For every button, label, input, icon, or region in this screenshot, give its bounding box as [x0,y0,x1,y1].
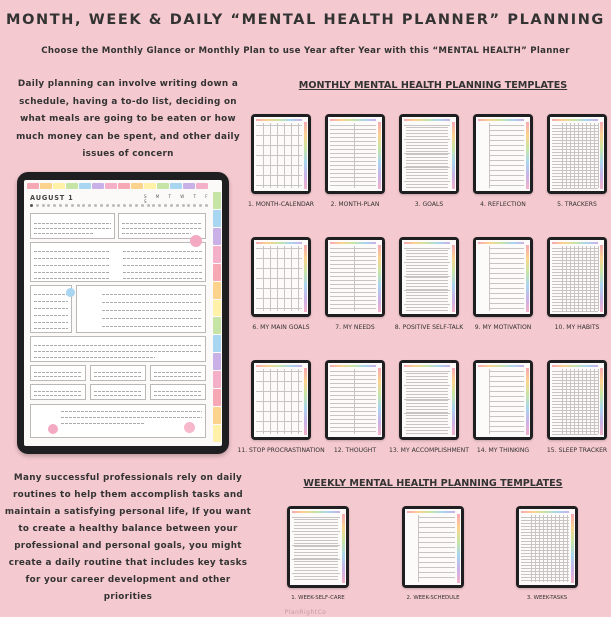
day-dot[interactable] [65,204,68,207]
side-tab[interactable] [213,317,221,334]
monthly-template-thumb[interactable] [473,114,533,194]
day-dot[interactable] [71,204,74,207]
day-dot[interactable] [77,204,80,207]
day-dot[interactable] [152,204,155,207]
day-dot[interactable] [106,204,109,207]
template-page-preview [402,240,456,314]
weekday-letters: S M T W T F S [144,194,212,204]
monthly-template-thumb[interactable] [547,237,607,317]
template-page-preview [328,117,382,191]
weekly-template-label[interactable]: 3. WEEK-TASKS [526,595,568,601]
brand-watermark: PlanRightCo [284,609,327,616]
day-dot[interactable] [187,204,190,207]
template-page-preview [402,363,456,437]
daily-box-focus-list [30,242,206,282]
side-tab[interactable] [213,282,221,299]
weekly-template-thumb[interactable] [402,506,464,588]
template-page-preview [254,240,308,314]
weekly-template-thumb[interactable] [287,506,349,588]
water-drop-icon [66,288,75,297]
monthly-template-label[interactable]: 4. REFLECTION [480,201,526,208]
side-tab[interactable] [213,210,221,227]
day-dot[interactable] [147,204,150,207]
top-tab[interactable] [66,183,78,189]
flower-sticker-icon [190,235,202,247]
monthly-template-label[interactable]: 15. SLEEP TRACKER [546,447,608,454]
monthly-template-thumb[interactable] [547,360,607,440]
day-dot[interactable] [164,204,167,207]
top-tab[interactable] [131,183,143,189]
top-tab[interactable] [53,183,65,189]
day-dot[interactable] [123,204,126,207]
day-dot[interactable] [36,204,39,207]
template-page-preview [550,240,604,314]
template-page-preview [328,363,382,437]
weekly-template-label[interactable]: 1. WEEK-SELF-CARE [291,595,345,601]
daily-box-grid-3 [150,365,206,381]
template-page-preview [476,363,530,437]
template-page-preview [402,117,456,191]
monthly-template-thumb[interactable] [473,360,533,440]
monthly-template-thumb[interactable] [251,114,311,194]
page-title: MONTH, WEEK & DAILY “MENTAL HEALTH PLANNER” PLANNING [6,12,605,28]
side-tab[interactable] [213,228,221,245]
page-subtitle: Choose the Monthly Glance or Monthly Plan to use Year after Year with this “MENTAL HEALTH” Planner [41,46,570,56]
daily-box-gratitude [30,404,206,438]
monthly-template-label[interactable]: 9. MY MOTIVATION [474,324,532,331]
template-page-preview [476,240,530,314]
day-dot[interactable] [193,204,196,207]
daily-box-grid-1 [30,365,86,381]
monthly-template-label[interactable]: 14. MY THINKING [476,447,530,454]
monthly-template-label[interactable]: 13. MY ACCOMPLISHMENT [389,447,469,454]
day-dot[interactable] [205,204,208,207]
side-tab[interactable] [213,335,221,352]
side-tab-strip[interactable] [213,192,221,442]
day-dot[interactable] [59,204,62,207]
daily-planner-page [24,180,222,446]
day-dot[interactable] [129,204,132,207]
side-tab[interactable] [213,246,221,263]
top-tab[interactable] [105,183,117,189]
daily-box-grid-5 [90,384,146,400]
day-dot[interactable] [42,204,45,207]
day-dot[interactable] [170,204,173,207]
monthly-template-label[interactable]: 5. TRACKERS [557,201,597,208]
template-page-preview [290,509,346,585]
monthly-template-label[interactable]: 6. MY MAIN GOALS [252,324,310,331]
monthly-template-thumb[interactable] [325,114,385,194]
day-dot[interactable] [176,204,179,207]
daily-box-grid-4 [30,384,86,400]
day-dot[interactable] [117,204,120,207]
day-dot[interactable] [53,204,56,207]
top-tab[interactable] [118,183,130,189]
flower-sticker-icon [48,424,58,434]
daily-planner-tablet [17,172,229,454]
day-dot[interactable] [100,204,103,207]
side-tab[interactable] [213,407,221,424]
day-dot[interactable] [94,204,97,207]
daily-box-notes [30,336,206,362]
day-dot[interactable] [112,204,115,207]
side-tab[interactable] [213,353,221,370]
monthly-template-label[interactable]: 8. POSITIVE SELF-TALK [394,324,464,331]
day-dot[interactable] [199,204,202,207]
template-page-preview [519,509,575,585]
template-page-preview [550,117,604,191]
side-tab[interactable] [213,389,221,406]
day-dot[interactable] [88,204,91,207]
side-tab[interactable] [213,371,221,388]
intro-paragraph: Daily planning can involve writing down a schedule, having a to-do list, deciding on what meals are going to be eaten or how much money can be spent, and other daily issues of concern [16,79,240,159]
monthly-template-thumb[interactable] [325,360,385,440]
daily-box-grid-6 [150,384,206,400]
day-dot[interactable] [141,204,144,207]
top-tab[interactable] [40,183,52,189]
top-tab[interactable] [157,183,169,189]
day-number-row[interactable] [30,204,208,210]
template-page-preview [254,363,308,437]
monthly-template-thumb[interactable] [547,114,607,194]
template-page-preview [328,240,382,314]
day-dot[interactable] [30,204,33,207]
top-tab[interactable] [79,183,91,189]
template-page-preview [550,363,604,437]
weekly-template-label[interactable]: 2. WEEK-SCHEDULE [406,595,460,601]
top-tab[interactable] [92,183,104,189]
top-tab[interactable] [183,183,195,189]
monthly-template-thumb[interactable] [473,237,533,317]
monthly-template-thumb[interactable] [399,237,459,317]
monthly-template-label[interactable]: 2. MONTH-PLAN [330,201,380,208]
monthly-template-label[interactable]: 11. STOP PROCRASTINATION [237,447,325,454]
monthly-template-thumb[interactable] [399,360,459,440]
day-dot[interactable] [135,204,138,207]
day-dot[interactable] [82,204,85,207]
weekly-template-thumb[interactable] [516,506,578,588]
daily-box-grid-2 [90,365,146,381]
side-tab[interactable] [213,300,221,317]
side-tab[interactable] [213,425,221,442]
flower-sticker-icon [184,422,195,433]
day-dot[interactable] [182,204,185,207]
monthly-template-thumb[interactable] [325,237,385,317]
monthly-template-thumb[interactable] [251,237,311,317]
monthly-template-label[interactable]: 10. MY HABITS [554,324,600,331]
top-tab-strip[interactable] [27,183,208,189]
daily-box-habits [76,285,206,333]
monthly-template-label[interactable]: 7. MY NEEDS [335,324,375,331]
outro-paragraph: Many successful professionals rely on daily routines to help them accomplish tasks and maintain a satisfying personal life, If you want to create a healthy balance between your professional and personal goals, you might create a daily routine that includes key tasks for your career development and other priorities [4,473,252,602]
top-tab[interactable] [196,183,208,189]
top-tab[interactable] [170,183,182,189]
template-page-preview [476,117,530,191]
side-tab[interactable] [213,264,221,281]
top-tab[interactable] [27,183,39,189]
daily-box-affirmation [30,213,115,239]
monthly-template-label[interactable]: 1. MONTH-CALENDAR [247,201,315,208]
day-dot[interactable] [47,204,50,207]
monthly-template-thumb[interactable] [399,114,459,194]
weekly-templates-heading: WEEKLY MENTAL HEALTH PLANNING TEMPLATES [303,478,563,489]
day-dot[interactable] [158,204,161,207]
template-page-preview [405,509,461,585]
monthly-templates-heading: MONTHLY MENTAL HEALTH PLANNING TEMPLATES [298,80,568,91]
template-page-preview [254,117,308,191]
top-tab[interactable] [144,183,156,189]
daily-date-title: AUGUST 1 [30,194,74,202]
monthly-template-label[interactable]: 3. GOALS [414,201,444,208]
monthly-template-label[interactable]: 12. THOUGHT [333,447,377,454]
monthly-template-thumb[interactable] [251,360,311,440]
